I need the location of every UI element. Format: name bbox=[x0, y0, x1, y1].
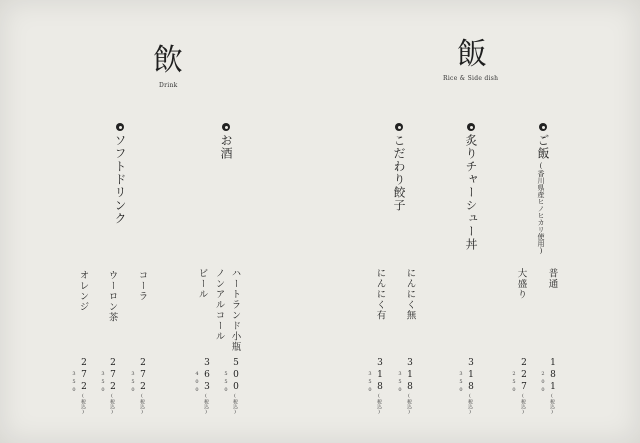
price-orange: 272 bbox=[79, 358, 89, 394]
volume-garlic-with: 350 bbox=[367, 371, 373, 395]
price-chashu-don: 318 bbox=[466, 358, 476, 394]
tax-garlic-none: (税込) bbox=[406, 393, 412, 415]
price-cola: 272 bbox=[138, 358, 148, 394]
item-name-garlic-none: にんにく無 bbox=[404, 268, 416, 321]
volume-heartland: 550 bbox=[223, 371, 229, 395]
volume-cola: 350 bbox=[130, 371, 136, 395]
tax-omori: (税込) bbox=[520, 393, 526, 415]
item-name-omori: 大盛り bbox=[515, 268, 527, 300]
rice-heading: 飯 bbox=[457, 37, 487, 72]
tax-cola: (税込) bbox=[139, 393, 145, 415]
section-label-gyoza: こだわり餃子 bbox=[392, 134, 406, 212]
tax-garlic-with: (税込) bbox=[376, 393, 382, 415]
volume-oolong: 350 bbox=[100, 371, 106, 395]
item-name-futsu: 普通 bbox=[546, 268, 558, 289]
tax-non-alcohol-beer: (税込) bbox=[203, 393, 209, 415]
price-omori: 227 bbox=[519, 358, 529, 394]
section-label-chashu-don: 炙りチャーシュー丼 bbox=[464, 134, 478, 251]
price-garlic-none: 318 bbox=[405, 358, 415, 394]
item-name-garlic-with: にんにく有 bbox=[374, 268, 386, 321]
item-name-oolong: ウーロン茶 bbox=[106, 270, 118, 323]
volume-futsu: 200 bbox=[540, 371, 546, 395]
rice-subtitle: Rice & Side dish bbox=[443, 75, 499, 82]
section-label-gohan: ご飯 bbox=[536, 134, 550, 160]
price-futsu: 181 bbox=[548, 358, 558, 394]
price-non-alcohol-beer: 363 bbox=[202, 358, 212, 394]
volume-garlic-none: 350 bbox=[397, 371, 403, 395]
gohan-note: (香川県産ヒノヒカリ使用) bbox=[537, 162, 545, 255]
price-garlic-with: 318 bbox=[375, 358, 385, 394]
volume-non-alcohol-beer: 400 bbox=[194, 371, 200, 395]
item-name-cola: コーラ bbox=[136, 270, 148, 302]
volume-chashu-don: 350 bbox=[458, 371, 464, 395]
bullet-icon bbox=[467, 123, 475, 131]
drink-heading: 飲 bbox=[153, 43, 183, 78]
tax-oolong: (税込) bbox=[109, 393, 115, 415]
volume-orange: 350 bbox=[71, 371, 77, 395]
price-heartland: 500 bbox=[231, 358, 241, 394]
bullet-icon bbox=[395, 123, 403, 131]
tax-chashu-don: (税込) bbox=[467, 393, 473, 415]
item-name-heartland: ハートランド小瓶 bbox=[229, 268, 241, 352]
bullet-icon bbox=[222, 123, 230, 131]
volume-omori: 250 bbox=[511, 371, 517, 395]
item-name-non-alcohol: ノンアルコール bbox=[213, 268, 225, 342]
item-name-beer: ビール bbox=[196, 268, 208, 300]
section-label-soft-drink: ソフトドリンク bbox=[113, 134, 127, 225]
tax-orange: (税込) bbox=[80, 393, 86, 415]
price-oolong: 272 bbox=[108, 358, 118, 394]
bullet-icon bbox=[116, 123, 124, 131]
drink-subtitle: Drink bbox=[159, 82, 178, 89]
section-label-alcohol: お酒 bbox=[219, 134, 233, 160]
tax-futsu: (税込) bbox=[549, 393, 555, 415]
tax-heartland: (税込) bbox=[232, 393, 238, 415]
item-name-orange: オレンジ bbox=[77, 270, 89, 312]
bullet-icon bbox=[539, 123, 547, 131]
